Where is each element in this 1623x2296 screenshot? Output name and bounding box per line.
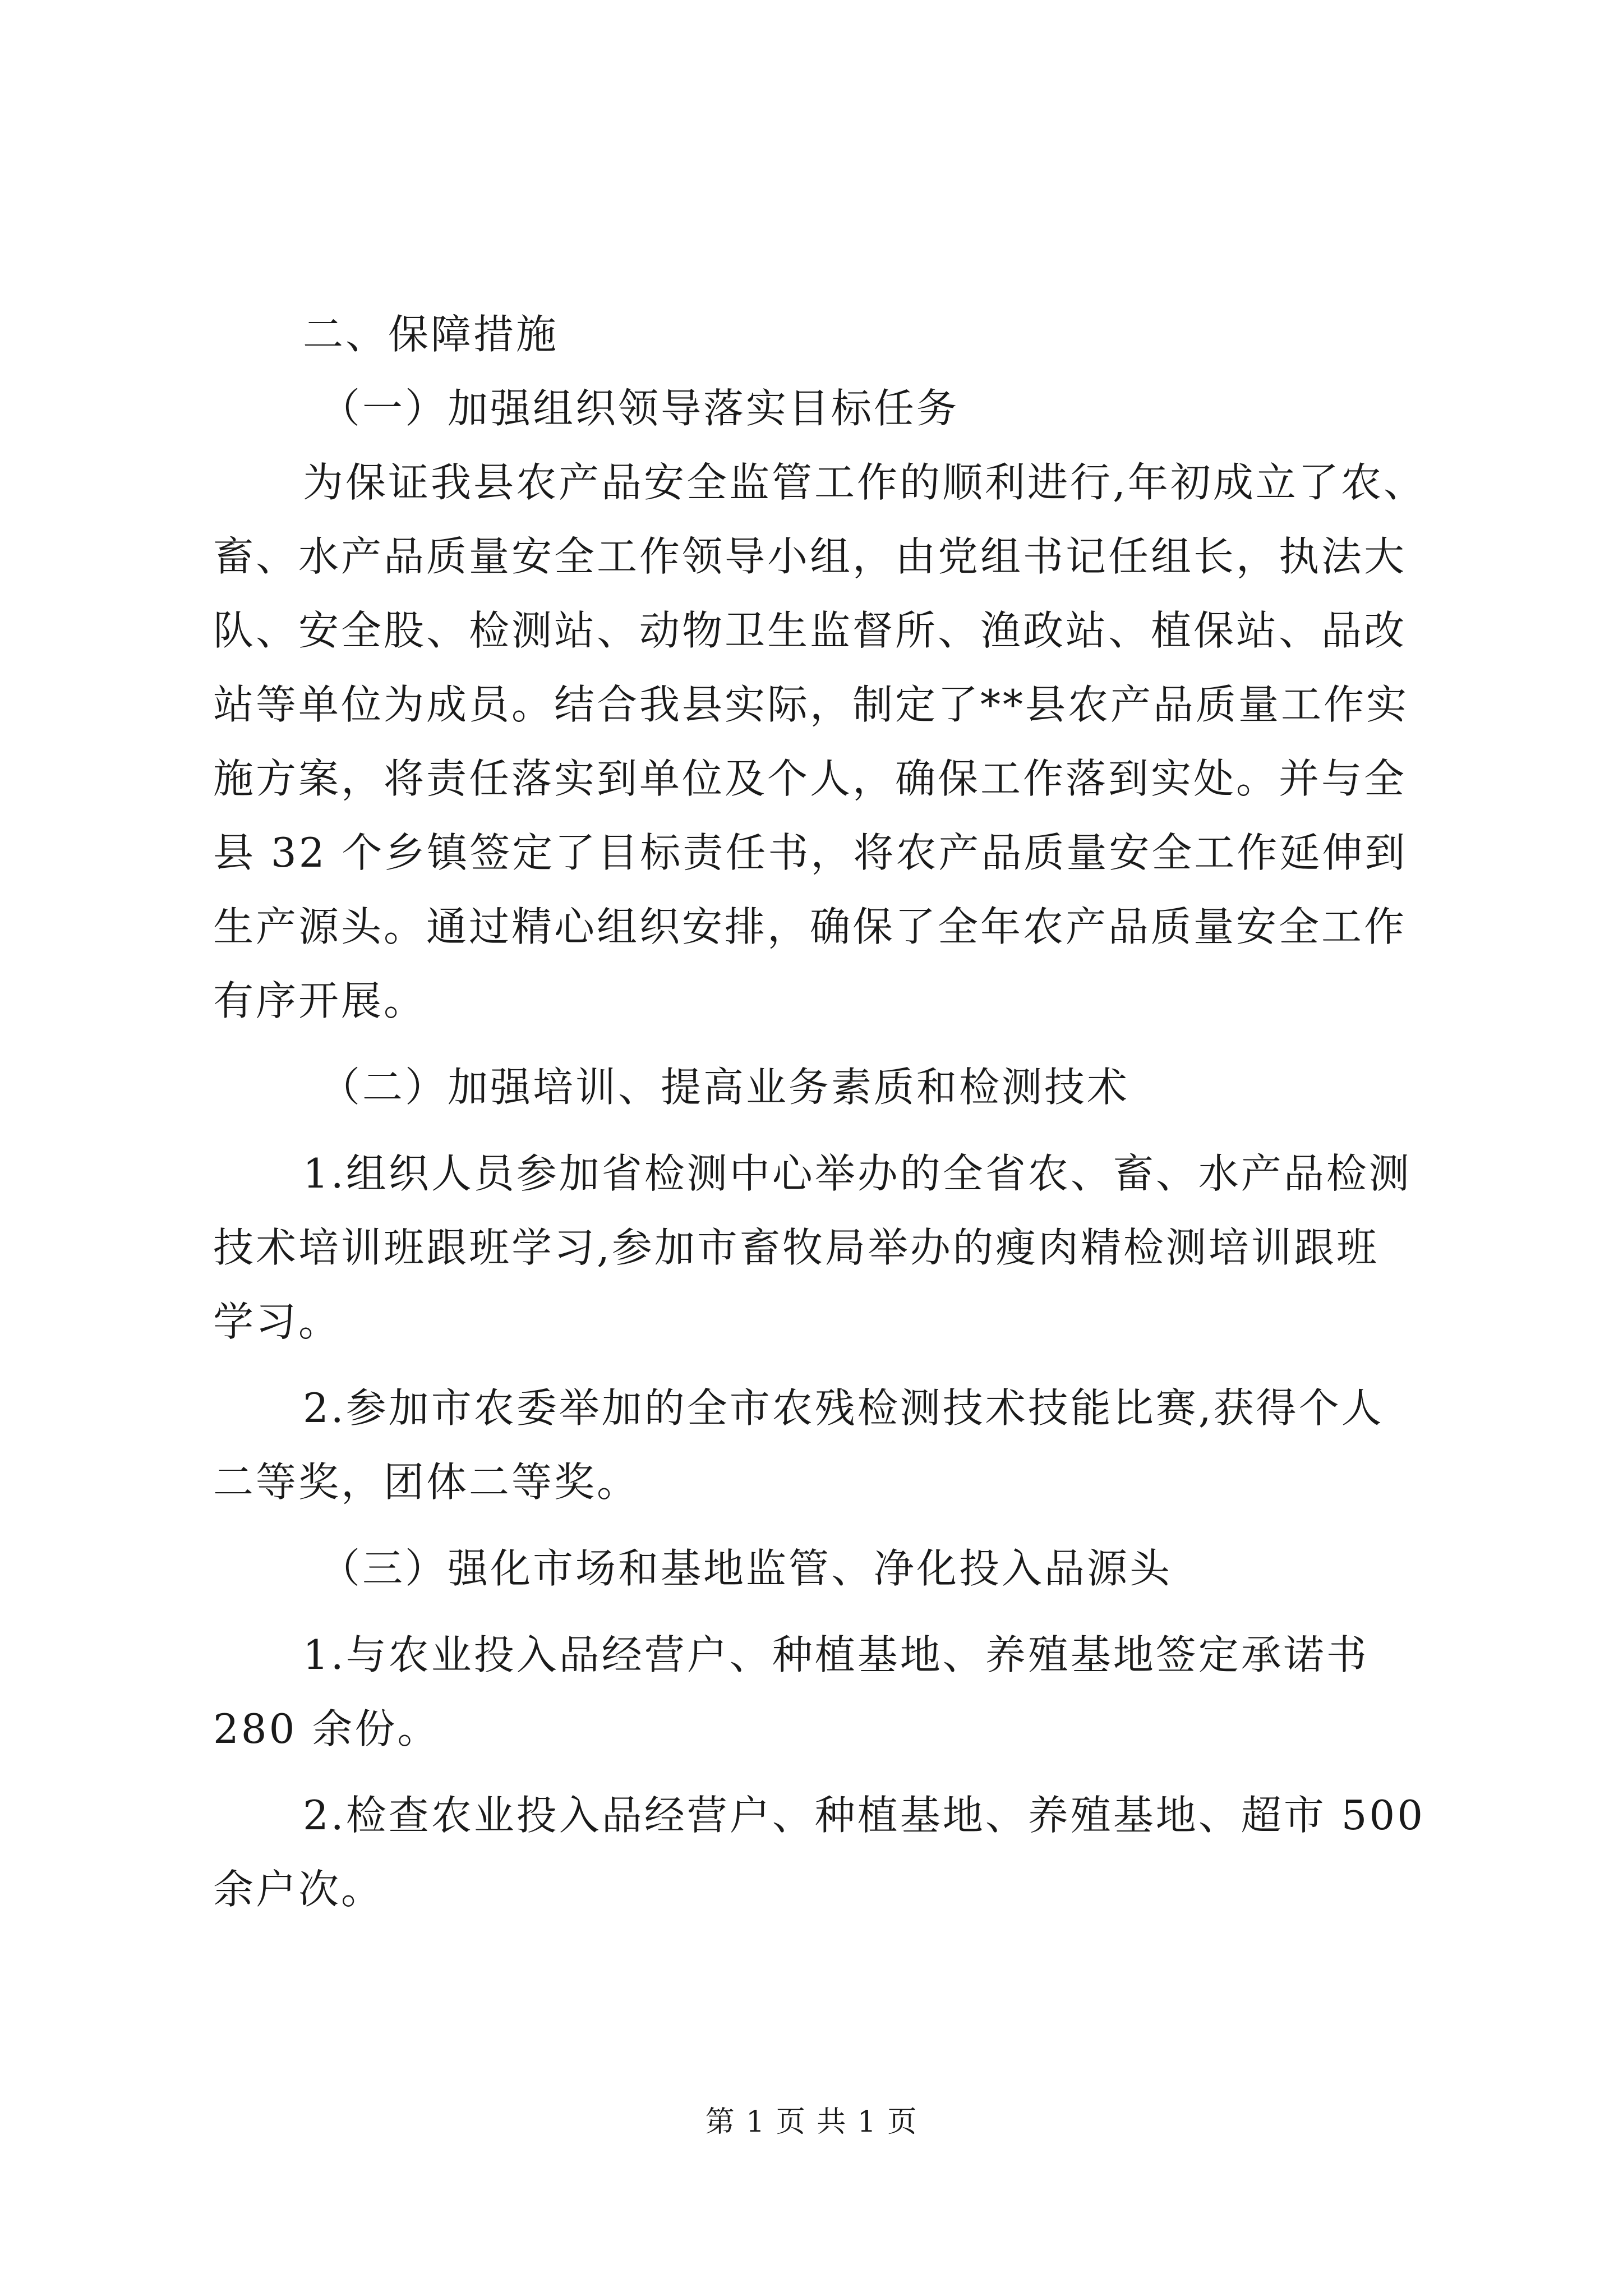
list-item: [213, 1371, 1424, 1519]
paragraph-line: 为保证我县农产品安全监管工作的顺利进行,年初成立了农、: [303, 459, 1426, 506]
paragraph-1: [213, 445, 1424, 1038]
paragraph-line: 1.组织人员参加省检测中心举办的全省农、畜、水产品检测: [303, 1150, 1412, 1197]
paragraph-line: 技术培训班跟班学习,参加市畜牧局举办的瘦肉精检测培训跟班: [213, 1224, 1379, 1271]
list-item: [213, 1618, 1424, 1766]
subsection-title-3: （三）强化市场和基地监管、净化投入品源头: [320, 1545, 1173, 1592]
section-heading: 二、保障措施: [303, 311, 559, 358]
paragraph-line: 学习。: [213, 1298, 342, 1345]
paragraph-line: 施方案，将责任落实到单位及个人，确保工作落到实处。并与全: [213, 755, 1407, 802]
paragraph-line: 县 32 个乡镇签定了目标责任书，将农产品质量安全工作延伸到: [213, 829, 1408, 876]
subsection-title-2: （二）加强培训、提高业务素质和检测技术: [320, 1064, 1130, 1111]
paragraph-line: 1.与农业投入品经营户、种植基地、养殖基地签定承诺书: [303, 1631, 1369, 1678]
paragraph-line: 生产源头。通过精心组织安排，确保了全年农产品质量安全工作: [213, 903, 1407, 950]
paragraph-line: 2.检查农业投入品经营户、种植基地、养殖基地、超市 500: [303, 1792, 1426, 1839]
paragraph-line: 站等单位为成员。结合我县实际，制定了**县农产品质量工作实: [213, 681, 1409, 728]
list-item: [213, 1778, 1424, 1926]
subsection-title-1: （一）加强组织领导落实目标任务: [320, 385, 960, 432]
paragraph-line: 有序开展。: [213, 977, 427, 1024]
paragraph-line: 畜、水产品质量安全工作领导小组，由党组书记任组长，执法大: [213, 533, 1407, 580]
paragraph-line: 二等奖，团体二等奖。: [213, 1458, 640, 1506]
paragraph-line: 280 余份。: [213, 1705, 440, 1752]
paragraph-line: 余户次。: [213, 1866, 384, 1913]
document-body: [213, 297, 1424, 1926]
paragraph-line: 2.参加市农委举加的全市农残检测技术技能比赛,获得个人: [303, 1384, 1384, 1432]
page-number: 第 1 页 共 1 页: [705, 2105, 918, 2139]
paragraph-line: 队、安全股、检测站、动物卫生监督所、渔政站、植保站、品改: [213, 607, 1407, 654]
list-item: [213, 1137, 1424, 1359]
